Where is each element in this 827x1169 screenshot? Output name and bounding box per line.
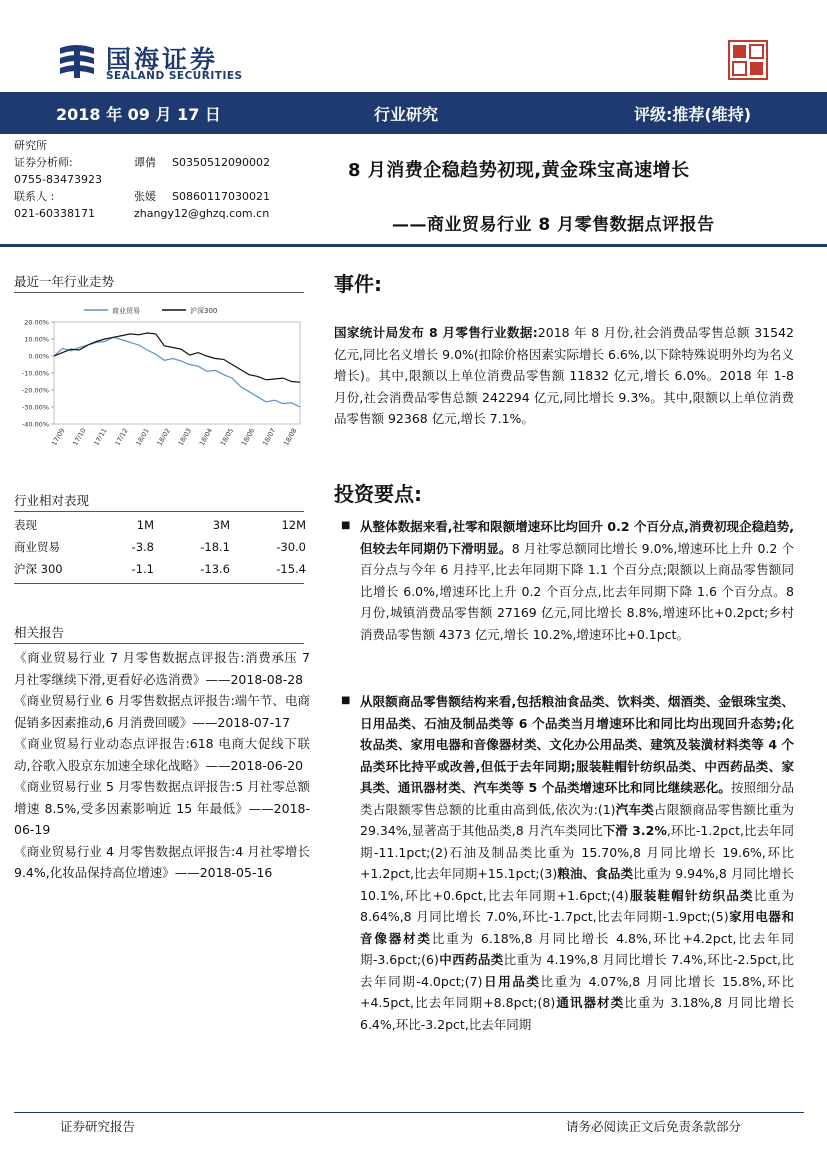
table-header-row: [14, 514, 306, 536]
report-date: 2018 年 09 月 17 日: [56, 105, 221, 124]
table-header: 表现: [14, 518, 37, 532]
related-reports-list: [14, 647, 310, 884]
chart-y-tick-label: -40.00%: [21, 420, 49, 429]
table-header: 3M: [212, 518, 230, 532]
related-report-link[interactable]: 《商业贸易行业 7 月零售数据点评报告:消费承压 7 月社零继续下滑,更看好必选消费》——2018-08-28: [14, 650, 310, 687]
header-divider: [0, 244, 827, 247]
event-lead: 国家统计局发布 8 月零售行业数据:: [334, 325, 538, 340]
brand-name-en: SEALAND SECURITIES: [106, 70, 243, 82]
chart-y-tick-label: 20.00%: [24, 318, 49, 327]
event-paragraph: [334, 322, 794, 430]
trend-section-title: 最近一年行业走势: [14, 274, 115, 289]
related-section-title: 相关报告: [14, 625, 65, 640]
chart-x-tick-label: 18/02: [155, 426, 172, 448]
table-cell: -30.0: [276, 540, 306, 554]
chart-series-line: [54, 333, 300, 382]
chart-x-tick-label: 18/05: [218, 426, 236, 448]
report-subtitle: ——商业贸易行业 8 月零售数据点评报告: [392, 215, 715, 235]
analyst-info: [14, 137, 270, 222]
invest-heading: 投资要点:: [334, 482, 422, 506]
chart-y-tick-label: -20.00%: [21, 386, 49, 395]
performance-bottom-divider: [14, 583, 304, 584]
bullet-square-icon: ■: [341, 695, 351, 706]
trend-chart: [14, 298, 306, 458]
report-type: 行业研究: [374, 105, 439, 124]
report-title: 8 月消费企稳趋势初现,黄金珠宝高速增长: [348, 160, 690, 181]
chart-x-tick-label: 18/08: [282, 426, 299, 448]
chart-y-tick-label: 10.00%: [24, 335, 49, 344]
chart-x-tick-label: 18/06: [239, 426, 257, 448]
related-report-link[interactable]: 《商业贸易行业动态点评报告:618 电商大促线下联动,谷歌入股京东加速全球化战略》——2018-06-20: [14, 736, 310, 773]
sealand-logo-icon: [56, 42, 98, 80]
chart-x-tick-label: 17/12: [113, 426, 130, 448]
contact-phone-row: 021-60338171 zhangy12@ghzq.com.cn: [14, 207, 270, 220]
chart-y-tick-label: -30.00%: [21, 403, 49, 412]
contact-id: S0860117030021: [172, 190, 270, 203]
table-cell: -13.6: [200, 562, 230, 576]
bullet-square-icon: ■: [341, 520, 351, 531]
contact-name: 张媛: [134, 190, 156, 203]
invest-point-1: 从整体数据来看,社零和限额增速环比均回升 0.2 个百分点,消费初现企稳趋势,但较去年同期仍下滑明显。8 月社零总额同比增长 9.0%,增速环比上升 0.2 个百分点与今年 6 月持平,比去年同期下降 1.1 个百分点;限额以上商品零售额同比增长 6.0%,增速环比上升 0.2 个百分点,比去年同期下降 1.6 个百分点。8 月份,城镇消费品零售额 27169 亿元,同比增长 8.8%,增速环比+0.2pct;乡村消费品零售额 4373 亿元,增长 10.2%,增速环比+0.1pct。: [360, 519, 794, 642]
chart-x-tick-label: 17/10: [71, 426, 88, 448]
related-report-link[interactable]: 《商业贸易行业 6 月零售数据点评报告:端午节、电商促销多因素推动,6 月消费回暖》——2018-07-17: [14, 693, 310, 730]
performance-divider: [14, 511, 304, 512]
table-header: 12M: [281, 518, 306, 532]
table-cell: -15.4: [276, 562, 306, 576]
header-banner: [0, 92, 827, 134]
table-cell: 沪深 300: [14, 562, 63, 576]
related-report-link[interactable]: 《商业贸易行业 4 月零售数据点评报告:4 月社零增长 9.4%,化妆品保持高位增速》——2018-05-16: [14, 843, 310, 880]
event-text: 2018 年 8 月份,社会消费品零售总额 31542 亿元,同比名义增长 9.0%(扣除价格因素实际增长 6.6%,以下除特殊说明外均为名义增长)。其中,限额以上单位消费品零售额 11832 亿元,增长 6.0%。2018 年 1-8 月份,社会消费品零售总额 242294 亿元,同比增长 9.3%。其中,限额以上单位消费品零售额 92368 亿元,增长 7.1%。: [334, 325, 794, 426]
institute-label: 研究所: [14, 139, 47, 152]
trend-divider: [14, 292, 304, 293]
research-seal-icon: [728, 40, 768, 80]
contact-email[interactable]: zhangy12@ghzq.com.cn: [134, 207, 270, 220]
footer-divider: [14, 1112, 804, 1113]
report-rating: 评级:推荐(维持): [634, 105, 752, 124]
chart-y-tick-label: 0.00%: [28, 352, 49, 361]
table-cell: -1.1: [131, 562, 154, 576]
chart-x-tick-label: 18/04: [197, 426, 215, 448]
chart-x-tick-label: 17/11: [92, 426, 109, 448]
related-report-link[interactable]: 《商业贸易行业 5 月零售数据点评报告:5 月社零总额增速 8.5%,受多因素影响近 15 年最低》——2018-06-19: [14, 779, 310, 837]
brand-name-cn: 国海证券: [106, 45, 219, 74]
event-heading: 事件:: [334, 272, 382, 296]
chart-x-tick-label: 18/03: [176, 426, 193, 448]
performance-section-title: 行业相对表现: [14, 493, 90, 508]
chart-x-tick-label: 18/01: [134, 426, 151, 448]
analyst-row-1: 证券分析师: 谭倩 S0350512090002: [14, 156, 270, 169]
analyst-phone: 0755-83473923: [14, 173, 102, 186]
footer-left-text: 证券研究报告: [60, 1119, 136, 1134]
chart-legend-label: 商业贸易: [112, 307, 140, 315]
table-cell: -18.1: [200, 540, 230, 554]
chart-plot-frame: [54, 322, 300, 424]
analyst-name: 谭倩: [134, 156, 156, 169]
chart-y-tick-label: -10.00%: [21, 369, 49, 378]
chart-x-tick-label: 18/07: [261, 426, 278, 448]
table-row: [14, 558, 306, 580]
performance-table: [14, 514, 306, 580]
related-divider: [14, 643, 304, 644]
table-row: [14, 536, 306, 558]
table-cell: 商业贸易: [14, 540, 60, 554]
invest-point-2: 从限额商品零售额结构来看,包括粮油食品类、饮料类、烟酒类、金银珠宝类、日用品类、石油及制品类等 6 个品类当月增速环比和同比均出现回升态势;化妆品类、家用电器和音像器材类、文化办公用品类、建筑及装潢材料类等 4 个品类环比持平或改善,但低于去年同期;服装鞋帽针纺织品类、中西药品类、家具类、通讯器材类、汽车类等 5 个品类增速环比和同比继续恶化。按照细分品类占限额零售总额的比重由高到低,依次为:(1)汽车类占限额商品零售额比重为 29.34%,显著高于其他品类,8 月汽车类同比下滑 3.2%,环比-1.2pct,比去年同期-11.1pct;(2)石油及制品类比重为 15.70%,8 月同比增长 19.6%,环比+1.2pct,比去年同期+15.1pct;(3)粮油、食品类比重为 9.94%,8 月同比增长 10.1%,环比+0.6pct,比去年同期+1.6pct;(4)服装鞋帽针纺织品类比重为 8.64%,8 月同比增长 7.0%,环比-1.7pct,比去年同期-1.9pct;(5)家用电器和音像器材类比重为 6.18%,8 月同比增长 4.8%,环比+4.2pct,比去年同期-3.6pct;(6)中西药品类比重为 4.19%,8 月同比增长 7.4%,环比-2.5pct,比去年同期-4.0pct;(7)日用品类比重为 4.07%,8 月同比增长 15.8%,环比+4.5pct,比去年同期+8.8pct;(8)通讯器材类比重为 3.18%,8 月同比增长 6.4%,环比-3.2pct,比去年同期: [360, 694, 795, 1032]
table-cell: -3.8: [131, 540, 154, 554]
analyst-id: S0350512090002: [172, 156, 270, 169]
footer-disclaimer: 请务必阅读正文后免责条款部分: [566, 1119, 742, 1134]
contact-row: 联系人 : 张媛 S0860117030021: [14, 190, 270, 203]
chart-x-tick-label: 17/09: [50, 426, 67, 448]
chart-legend-label: 沪深300: [190, 307, 218, 315]
table-header: 1M: [136, 518, 154, 532]
